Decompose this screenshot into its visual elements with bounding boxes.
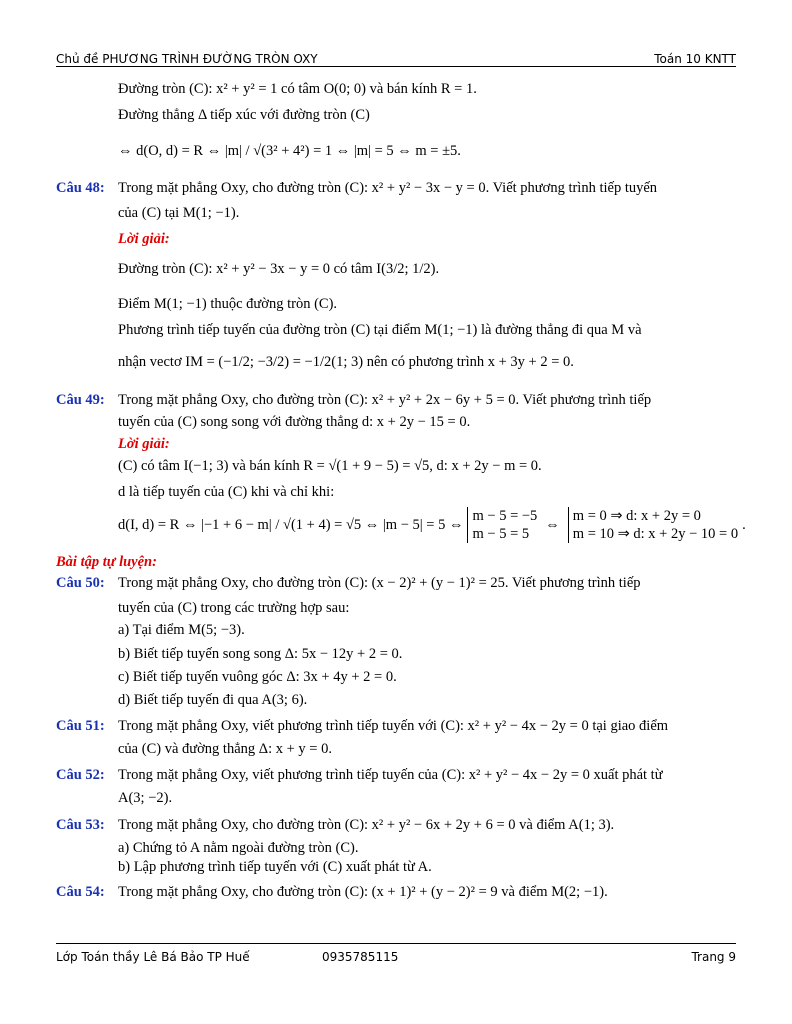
solution-line: nhận vectơ IM = (−1/2; −3/2) = −1/2(1; 3) nên có phương trình x + 3y + 2 = 0.: [118, 354, 574, 370]
section-heading: Bài tập tự luyện:: [56, 554, 157, 570]
solution-equation: d(I, d) = R ⇔ |−1 + 6 − m| / √(1 + 4) = √5 ⇔ |m − 5| = 5 ⇔ m − 5 = −5 m − 5 = 5 ⇔ m = 0 ⇒ d: x + 2y = 0 m = 10 ⇒ d: x + 2y − 10 = 0 .: [118, 508, 746, 542]
text-line: Đường thẳng Δ tiếp xúc với đường tròn (C): [118, 107, 370, 123]
question-50-text: tuyến của (C) trong các trường hợp sau:: [118, 600, 350, 616]
solution-equation-text: d(I, d) = R ⇔ |−1 + 6 − m| / √(1 + 4) = √5 ⇔ |m − 5| = 5 ⇔: [118, 517, 464, 533]
footer-phone: 0935785115: [322, 950, 399, 964]
footer-page-number: Trang 9: [691, 950, 736, 964]
solution-line: d là tiếp tuyến của (C) khi và chỉ khi:: [118, 484, 335, 500]
question-48-text: của (C) tại M(1; −1).: [118, 205, 240, 221]
question-label-49: Câu 49:: [56, 392, 105, 408]
question-52-text: Trong mặt phẳng Oxy, viết phương trình tiếp tuyến của (C): x² + y² − 4x − 2y = 0 xuất phát từ: [118, 767, 663, 783]
question-49-text: Trong mặt phẳng Oxy, cho đường tròn (C): x² + y² + 2x − 6y + 5 = 0. Viết phương trình tiếp: [118, 392, 652, 408]
question-50-part: d) Biết tiếp tuyến đi qua A(3; 6).: [118, 692, 308, 708]
question-54-text: Trong mặt phẳng Oxy, cho đường tròn (C): (x + 1)² + (y − 2)² = 9 và điểm M(2; −1).: [118, 884, 608, 900]
question-label-48: Câu 48:: [56, 180, 105, 196]
system-row: m − 5 = 5: [472, 526, 530, 542]
system-row: m = 10 ⇒ d: x + 2y − 10 = 0: [572, 526, 739, 542]
question-50-text: Trong mặt phẳng Oxy, cho đường tròn (C): (x − 2)² + (y − 1)² = 25. Viết phương trình tiếp: [118, 575, 641, 591]
page-header: [56, 44, 736, 66]
question-51-text: của (C) và đường thẳng Δ: x + y = 0.: [118, 741, 332, 757]
solution-label: Lời giải:: [118, 436, 170, 452]
question-50-part: b) Biết tiếp tuyến song song Δ: 5x − 12y + 2 = 0.: [118, 646, 403, 662]
solution-label: Lời giải:: [118, 231, 170, 247]
question-49-text: tuyến của (C) song song với đường thẳng d: x + 2y − 15 = 0.: [118, 414, 471, 430]
question-label-53: Câu 53:: [56, 817, 105, 833]
question-53-text: Trong mặt phẳng Oxy, cho đường tròn (C): x² + y² − 6x + 2y + 6 = 0 và điểm A(1; 3).: [118, 817, 615, 833]
question-label-51: Câu 51:: [56, 718, 105, 734]
header-course: Toán 10 KNTT: [654, 52, 736, 66]
system-row: m = 0 ⇒ d: x + 2y = 0: [572, 508, 701, 524]
equation-line: ⇔ d(O, d) = R ⇔ |m| / √(3² + 4²) = 1 ⇔ |m| = 5 ⇔ m = ±5.: [118, 143, 461, 159]
solution-line: (C) có tâm I(−1; 3) và bán kính R = √(1 + 9 − 5) = √5, d: x + 2y − m = 0.: [118, 458, 542, 474]
question-label-52: Câu 52:: [56, 767, 105, 783]
question-label-54: Câu 54:: [56, 884, 105, 900]
equation-system: [568, 507, 738, 543]
question-51-text: Trong mặt phẳng Oxy, viết phương trình tiếp tuyến với (C): x² + y² − 4x − 2y = 0 tại giao điểm: [118, 718, 669, 734]
question-50-part: c) Biết tiếp tuyến vuông góc Δ: 3x + 4y + 2 = 0.: [118, 669, 397, 685]
question-48-text: Trong mặt phẳng Oxy, cho đường tròn (C): x² + y² − 3x − y = 0. Viết phương trình tiếp tuyến: [118, 180, 658, 196]
text-line: Đường tròn (C): x² + y² = 1 có tâm O(0; 0) và bán kính R = 1.: [118, 81, 477, 97]
solution-line: Phương trình tiếp tuyến của đường tròn (C) tại điểm M(1; −1) là đường thẳng đi qua M và: [118, 322, 642, 338]
question-50-part: a) Tại điểm M(5; −3).: [118, 622, 245, 638]
header-topic: Chủ đề PHƯƠNG TRÌNH ĐƯỜNG TRÒN OXY: [56, 52, 318, 66]
footer-teacher: Lớp Toán thầy Lê Bá Bảo TP Huế: [56, 950, 250, 964]
question-53-part: b) Lập phương trình tiếp tuyến với (C) xuất phát từ A.: [118, 859, 432, 875]
question-label-50: Câu 50:: [56, 575, 105, 591]
solution-line: Đường tròn (C): x² + y² − 3x − y = 0 có tâm I(3/2; 1/2).: [118, 261, 440, 277]
system-row: m − 5 = −5: [472, 508, 538, 524]
question-53-part: a) Chứng tỏ A nằm ngoài đường tròn (C).: [118, 840, 359, 856]
question-52-text: A(3; −2).: [118, 790, 173, 806]
header-divider: [56, 66, 736, 67]
equation-system: [467, 507, 537, 543]
solution-line: Điểm M(1; −1) thuộc đường tròn (C).: [118, 296, 338, 312]
footer-divider: [56, 943, 736, 944]
